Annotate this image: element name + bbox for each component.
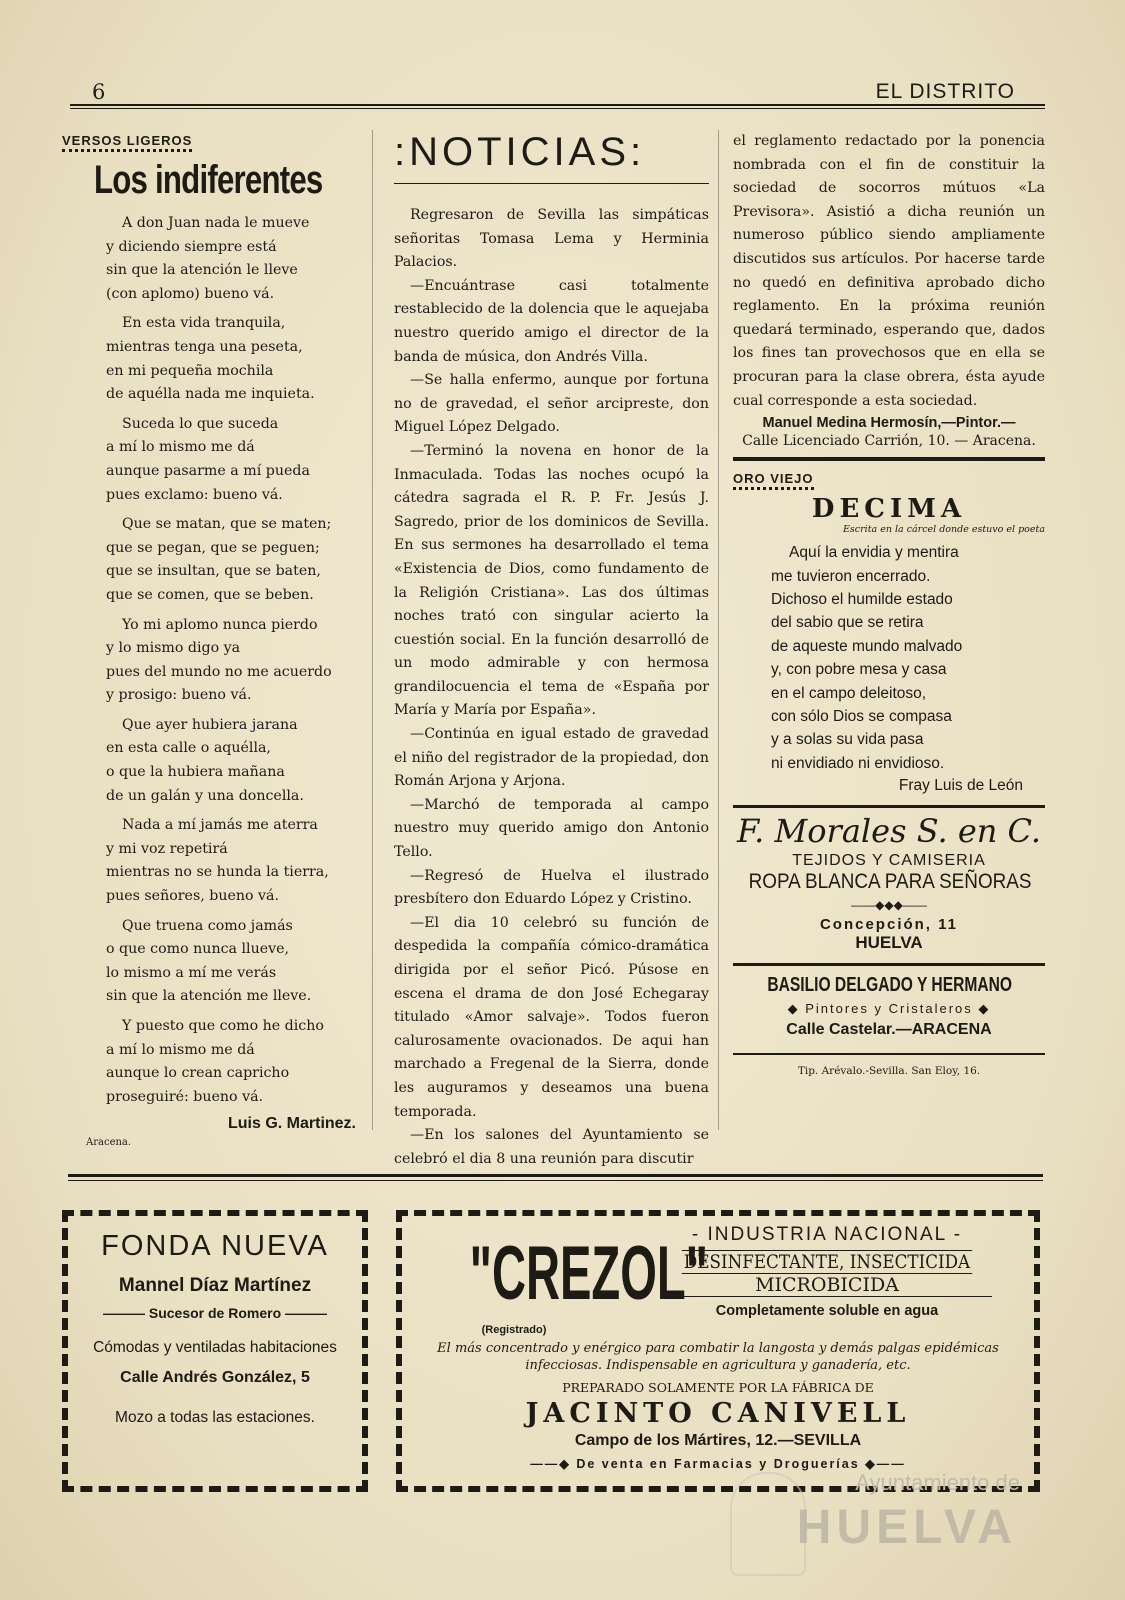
poem-line: En esta vida tranquila,	[122, 315, 286, 332]
poem-line: Yo mi aplomo nunca pierdo	[122, 616, 318, 633]
newspaper-title: EL DISTRITO	[875, 80, 1015, 103]
poem-line: sin que la atención le lleve	[106, 262, 298, 279]
ad-fonda-nueva	[62, 1210, 368, 1492]
crezol-brand-block	[424, 1226, 708, 1336]
header-rule	[70, 104, 1045, 106]
line-ornament: ——◆	[530, 1457, 577, 1471]
poem-line: mientras no se hunda la tierra,	[106, 864, 329, 881]
poem-line: Que se matan, que se maten;	[122, 516, 332, 533]
poem-line: que se pegan, que se peguen;	[106, 539, 320, 556]
crezol-prepared: PREPARADO SOLAMENTE POR LA FÁBRICA DE	[562, 1380, 874, 1395]
poem-title: Los indiferentes	[94, 158, 323, 202]
decima-line: ni envidiado ni envidioso.	[771, 754, 945, 772]
coat-of-arms-watermark	[730, 1472, 806, 1576]
col-separator-1	[372, 130, 373, 1130]
morales-divider: ——◆◆◆——	[851, 898, 927, 913]
news-paragraph: —En los salones del Ayuntamiento se celebró el dia 8 una reunión para discutir	[394, 1127, 709, 1167]
watermark-line2: HUELVA	[796, 1501, 1017, 1554]
diamond-icon: ◆	[972, 1001, 991, 1017]
poem-line: y prosigo: bueno vá.	[106, 687, 252, 704]
poem-line: (con aplomo) bueno vá.	[106, 285, 275, 302]
poem-line: pues señores, bueno vá.	[106, 888, 280, 905]
diamond-icon: ◆	[787, 1001, 806, 1017]
poem-stanza	[106, 312, 362, 406]
crezol-desc: El más concentrado y enérgico para combatir la langosta y demás palgas epidémicas infecciosas. Indispensable en agricultura y ganadería, etc.	[437, 1341, 999, 1373]
crezol-maker: JACINTO CANIVELL	[525, 1398, 911, 1429]
middle-column	[394, 130, 709, 1171]
right-column	[733, 130, 1045, 1077]
fonda-rooms: Cómodas y ventiladas habitaciones	[93, 1339, 337, 1356]
crezol-soluble: Completamente soluble en agua	[715, 1303, 939, 1319]
poem-line: lo mismo a mí me verás	[106, 964, 277, 981]
fonda-address: Calle Andrés González, 5	[120, 1369, 310, 1386]
bottom-rule	[68, 1174, 1043, 1177]
poem-line: Nada a mí jamás me aterra	[122, 817, 318, 834]
news-paragraph: —Terminó la novena en honor de la Inmaculada. Todas las noches ocupó la cátedra sagrada el R. P. Fr. Jesús J. Sagredo, prior de los dominicos de Sevilla. En sus sermones ha desarrollado el tema «Existencia de Dios, como fundamento de la Religión Cristiana». Las dos últimas noches trató con singular acierto la cuestión social. En la función desarrolló de un modo admirable y con hermosa grandilocuencia el tema de «España por María y María por España».	[394, 442, 709, 719]
news-paragraph: —Encuántrase casi totalmente restablecido de la dolencia que le aquejaba nuestro querido amigo el director de la banda de música, don Andrés Villa.	[394, 277, 709, 365]
watermark-line1: Ayuntamiento de	[855, 1470, 1020, 1495]
basilio-trade: ◆ Pintores y Cristaleros ◆	[787, 1001, 991, 1017]
news-body	[394, 204, 709, 1171]
crezol-type2: MICROBICIDA	[662, 1274, 992, 1297]
news-paragraph: Regresaron de Sevilla las simpáticas señoritas Tomasa Lema y Herminia Palacios.	[394, 207, 709, 271]
decima-line: Dichoso el humilde estado	[771, 590, 953, 608]
poem-stanza	[106, 814, 362, 908]
ad-morales	[733, 812, 1045, 953]
poem-line: de aquélla nada me inquieta.	[106, 386, 315, 403]
poem-place: Aracena.	[86, 1137, 132, 1149]
poem-line: o que como nunca llueve,	[106, 941, 290, 958]
morales-city: HUELVA	[855, 933, 923, 953]
morales-line2: ROPA BLANCA PARA SEÑORAS	[748, 870, 1032, 894]
decima-line: y a solas su vida pasa	[771, 731, 924, 749]
decima-line: con sólo Dios se compasa	[771, 707, 952, 725]
poem-line: aunque lo crean capricho	[106, 1065, 290, 1082]
morales-name: F. Morales S. en C.	[736, 812, 1042, 851]
decima-line: de aqueste mundo malvado	[771, 637, 963, 655]
poem-line: Que ayer hubiera jarana	[122, 716, 298, 733]
news-paragraph: —Marchó de temporada al campo nuestro muy querido amigo don Antonio Tello.	[394, 796, 709, 861]
poem-line: y diciendo siempre está	[106, 238, 277, 255]
decima-author: Fray Luis de León	[898, 777, 1023, 795]
poem-stanza	[106, 513, 362, 607]
fonda-note: Mozo a todas las estaciones.	[115, 1409, 315, 1426]
decima-rule	[733, 457, 1045, 461]
crezol-industry: - INDUSTRIA NACIONAL -	[691, 1224, 963, 1245]
left-column	[62, 130, 362, 1148]
poem-line: a mí lo mismo me dá	[106, 1041, 255, 1058]
decima-line: y, con pobre mesa y casa	[771, 661, 947, 679]
poem-line: A don Juan nada le mueve	[122, 215, 310, 231]
decima-subtitle: Escrita en la cárcel donde estuvo el poeta	[843, 524, 1045, 536]
poem-stanza	[106, 714, 362, 808]
basilio-address: Calle Castelar.—ARACENA	[786, 1021, 992, 1039]
page-number: 6	[92, 80, 106, 104]
poem-stanza	[106, 212, 362, 306]
morales-line1: TEJIDOS Y CAMISERIA	[792, 852, 986, 870]
poem-line: y lo mismo digo ya	[106, 640, 241, 657]
news-paragraph: —Continúa en igual estado de gravedad el niño del registrador de la propiedad, don Román Arjona y Arjona.	[394, 726, 709, 790]
ad-crezol	[396, 1210, 1040, 1492]
line-ornament: ◆——	[859, 1457, 906, 1471]
header-rule-thin	[70, 108, 1045, 109]
news-paragraph: —Se halla enfermo, aunque por fortuna no de gravedad, el señor arcipreste, don Miguel López Delgado.	[394, 372, 709, 436]
poem-line: a mí lo mismo me dá	[106, 439, 255, 456]
poem-line: en mi pequeña mochila	[106, 362, 274, 379]
poem-line: Y puesto que como he dicho	[122, 1018, 324, 1034]
poem-line: en esta calle o aquélla,	[106, 740, 271, 757]
poem-stanza	[106, 915, 362, 1009]
crezol-type1: DESINFECTANTE, INSECTICIDA	[682, 1250, 972, 1274]
news-signature-address: Calle Licenciado Carrión, 10. — Aracena.	[742, 433, 1036, 450]
crezol-sale: ——◆ De venta en Farmacias y Droguerías ◆——	[530, 1457, 906, 1471]
fonda-owner: Mannel Díaz Martínez	[118, 1275, 312, 1296]
decima-line: en el campo deleitoso,	[771, 684, 927, 702]
poem-line: pues exclamo: bueno vá.	[106, 486, 283, 503]
noticias-title: :NOTICIAS:	[394, 130, 646, 174]
section-versos-ligeros: VERSOS LIGEROS	[62, 133, 192, 152]
poem-line: o que la hubiera mañana	[106, 764, 285, 781]
section-oro-viejo: ORO VIEJO	[733, 471, 814, 490]
news-continuation: el reglamento redactado por la ponencia nombrada con el fin de constituir la sociedad de socorros mútuos «La Previsora». Asistió a dicha reunión un numeroso público siendo ampliamente discutidos sus artículos. Por hacerse tarde no quedó en definitiva aprobado dicho reglamento. En la próxima reunión quedará terminado, esperando que, dados los fines tan provechosos que en ella se procuran para la clase obrera, ésta ayude cual corresponde a esta sociedad.	[733, 133, 1045, 409]
bottom-rule-thin	[68, 1180, 1043, 1181]
printer-rule	[733, 1053, 1045, 1055]
poem-line: de un galán y una doncella.	[106, 787, 304, 804]
poem-line: Suceda lo que suceda	[122, 415, 279, 432]
decima-line: me tuvieron encerrado.	[771, 567, 931, 585]
news-paragraph: —Regresó de Huelva el ilustrado presbítero don Eduardo López y Cristino.	[394, 867, 709, 908]
poem-stanza	[106, 614, 362, 708]
crezol-info	[662, 1224, 992, 1319]
poem-stanza	[106, 413, 362, 507]
line-ornament: ———	[281, 1305, 328, 1321]
poem-line: pues del mundo no me acuerdo	[106, 663, 332, 680]
news-paragraph: —El dia 10 celebró su función de despedida la compañía cómico-dramática dirigida por el señor Picó. Púsose en escena el drama de don José Echegaray titulado «Amor salvaje». Todos fueron calurosamente ovacionados. De aqui han marchado a Fregenal de la Sierra, donde les auguramos y deseamos una buena temporada.	[394, 914, 709, 1120]
crezol-registered: (Registrado)	[481, 1324, 547, 1336]
decima-body	[771, 541, 1045, 775]
noticias-rule	[394, 183, 709, 184]
poem-line: aunque pasarme a mí pueda	[106, 462, 310, 479]
poem-line: que se insultan, que se baten,	[106, 563, 321, 580]
morales-address: Concepción, 11	[819, 916, 959, 934]
poem-body	[106, 212, 362, 1109]
crezol-maker-address: Campo de los Mártires, 12.—SEVILLA	[574, 1432, 862, 1449]
decima-line: del sabio que se retira	[771, 614, 924, 632]
decima-title: DECIMA	[811, 494, 967, 525]
ad-basilio	[733, 974, 1045, 1039]
poem-line: proseguiré: bueno vá.	[106, 1088, 264, 1105]
fonda-successor: ——— Sucesor de Romero ———	[102, 1305, 328, 1321]
news-signature: Manuel Medina Hermosín,—Pintor.—	[762, 415, 1016, 432]
decima-line: Aquí la envidia y mentira	[789, 544, 959, 562]
line-ornament: ———	[102, 1305, 149, 1321]
crezol-brand: "CREZOL"	[469, 1231, 708, 1316]
ad-basilio-rule	[733, 963, 1045, 966]
poem-line: mientras tenga una peseta,	[106, 338, 303, 355]
poem-line: Que truena como jamás	[122, 917, 293, 934]
printer-line: Tip. Arévalo.-Sevilla. San Eloy, 16.	[797, 1065, 981, 1078]
ad-morales-rule	[733, 805, 1045, 808]
poem-author: Luis G. Martinez.	[227, 1115, 356, 1133]
fonda-title: FONDA NUEVA	[101, 1230, 329, 1262]
poem-line: y mi voz repetirá	[106, 840, 228, 857]
poem-stanza	[106, 1015, 362, 1109]
poem-line: que se comen, que se beben.	[106, 586, 314, 603]
col-separator-2	[718, 130, 719, 1130]
poem-line: sin que la atención me lleve.	[106, 988, 312, 1005]
basilio-name: BASILIO DELGADO Y HERMANO	[767, 974, 1013, 997]
